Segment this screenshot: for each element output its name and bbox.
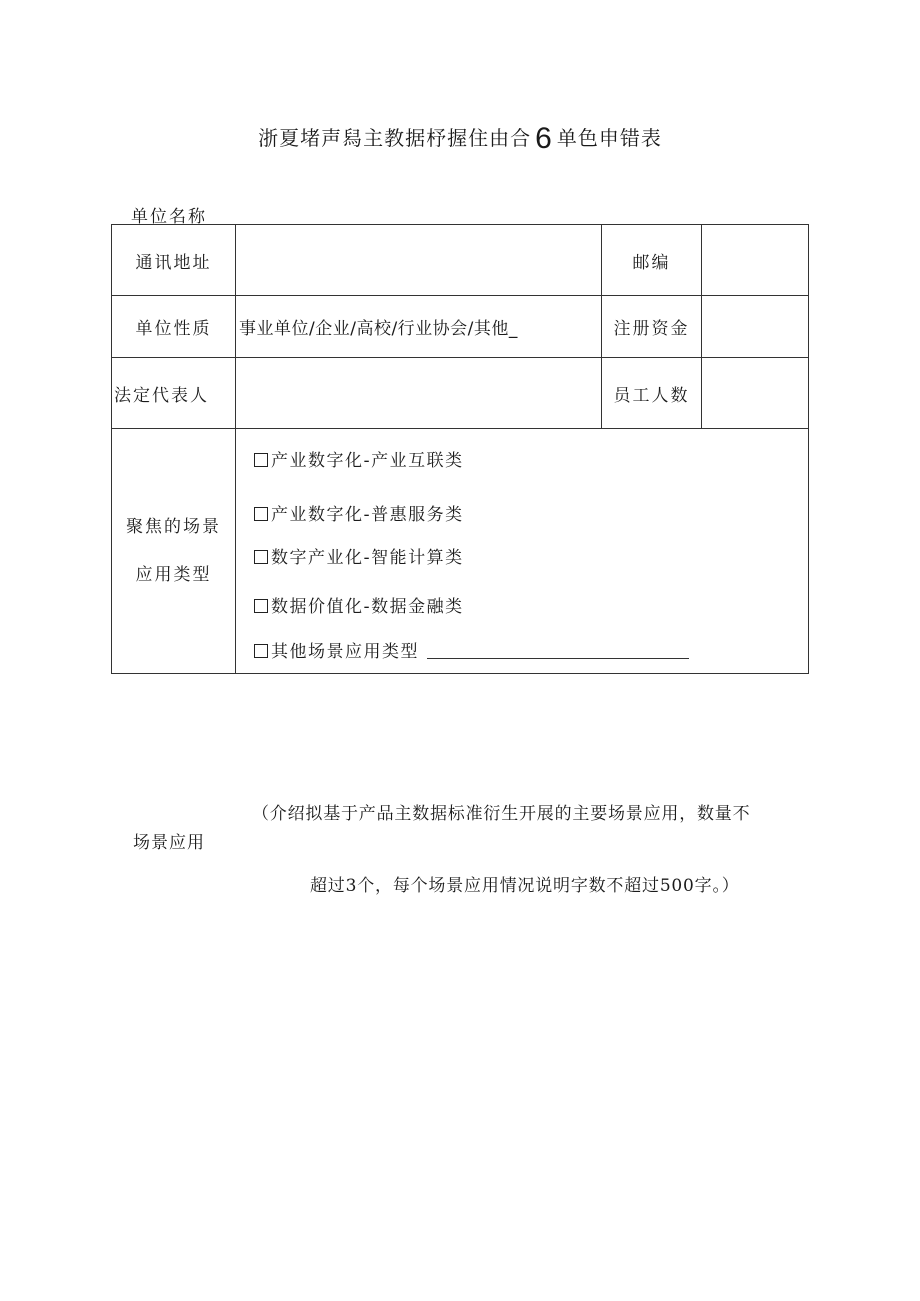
scene-type-label-line2: 应用类型 [135,565,212,585]
unit-nature-options[interactable]: 事业单位/企业/高校/行业协会/其他_ [236,296,602,358]
scene-type-label-line1: 聚焦的场景 [126,517,221,537]
scene-options-cell [236,429,809,674]
scene-option-intelligent-computing[interactable] [254,543,464,568]
scene-option-inclusive-services[interactable] [254,500,464,525]
postcode-field[interactable] [702,225,809,296]
registered-capital-label: 注册资金 [602,296,702,358]
scene-option-label: 数据价值化-数据金融类 [271,597,464,617]
scene-option-other[interactable] [254,637,689,662]
title-text-part1: 浙夏堵声舄主教据杼握住由合 [258,126,532,150]
scene-option-label: 产业数字化-产业互联类 [271,451,464,471]
address-label: 通讯地址 [112,225,236,296]
unit-name-label: 单位名称 [131,207,207,227]
checkbox-icon[interactable] [254,507,268,521]
checkbox-icon[interactable] [254,453,268,467]
scene-type-label [112,429,236,674]
employees-field[interactable] [702,358,809,429]
title-text-part2: 单色申错表 [556,126,662,150]
checkbox-icon[interactable] [254,644,268,658]
legal-rep-field[interactable] [236,358,602,429]
postcode-label: 邮编 [602,225,702,296]
document-title [0,122,920,156]
other-fill-line[interactable] [427,644,689,659]
scene-application-note-line2: 超过3个，每个场景应用情况说明字数不超过500字。） [310,876,740,896]
scene-option-industrial-internet[interactable] [254,446,464,471]
employees-label: 员工人数 [602,358,702,429]
scene-option-label: 其他场景应用类型 [271,642,419,662]
registered-capital-field[interactable] [702,296,809,358]
row-legal-rep [112,358,809,429]
checkbox-icon[interactable] [254,550,268,564]
application-form-table [111,224,809,674]
row-unit-nature [112,296,809,358]
unit-nature-label: 单位性质 [112,296,236,358]
row-scene-type [112,429,809,674]
address-field[interactable] [236,225,602,296]
scene-option-label: 产业数字化-普惠服务类 [271,505,464,525]
checkbox-icon[interactable] [254,599,268,613]
row-address [112,225,809,296]
scene-option-label: 数字产业化-智能计算类 [271,548,464,568]
title-number: 6 [535,122,553,155]
scene-option-data-finance[interactable] [254,592,464,617]
scene-application-note-line1: （介绍拟基于产品主数据标准衍生开展的主要场景应用，数量不 [252,804,751,824]
legal-rep-label: 法定代表人 [112,358,236,429]
scene-application-label: 场景应用 [133,833,205,853]
